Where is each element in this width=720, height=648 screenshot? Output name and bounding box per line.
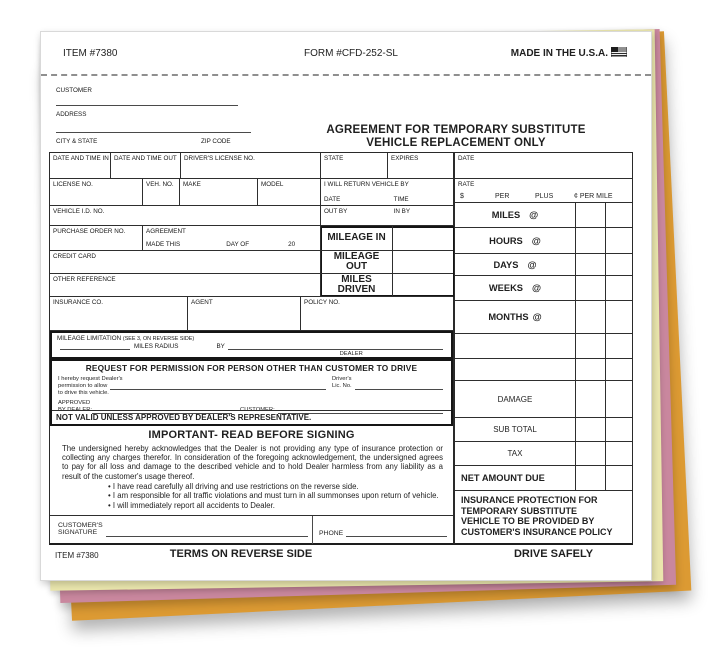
- important-bullets: [50, 481, 453, 510]
- net-amount-due-label: NET AMOUNT DUE: [461, 473, 545, 483]
- radius-write-line: [60, 349, 130, 350]
- policy-no-field: POLICY NO.: [300, 297, 453, 330]
- request-line2: permission to allow: [58, 382, 108, 389]
- insurance-note-line: TEMPORARY SUBSTITUTE: [461, 505, 578, 516]
- model-field: MODEL: [257, 179, 320, 205]
- important-paragraph: The undersigned hereby acknowledges that the Dealer is not providing any type of insurance protection or collecting any charges therefor. In consideration of the foregoing acknowledgement, the undersigned agrees to pay for all loss and damage to the described vehicle and to hold Dealer harmless from any liability as a result of the customer's usage thereof.: [62, 444, 443, 481]
- important-title: IMPORTANT- READ BEFORE SIGNING: [148, 429, 355, 441]
- cents-per-mile-label: ¢ PER MILE: [574, 193, 613, 200]
- at-sign: @: [532, 283, 542, 293]
- mileage-limitation-title: [57, 335, 194, 342]
- veh-no-field: VEH. NO.: [142, 179, 179, 205]
- us-flag-icon: [611, 47, 627, 60]
- row-date-time: [50, 153, 453, 179]
- out-by-label: OUT BY: [324, 208, 348, 215]
- months-cents-cell: [605, 301, 632, 333]
- permission-box: [50, 359, 453, 426]
- made-in-usa: [511, 47, 627, 60]
- form-title-line2: VEHICLE REPLACEMENT ONLY: [366, 137, 546, 149]
- make-field: MAKE: [179, 179, 257, 205]
- lic-no-write-line: [355, 389, 443, 390]
- days-amount-cell: [575, 254, 605, 275]
- address-label: ADDRESS: [56, 111, 87, 118]
- subtotal-amount-cell: [575, 418, 605, 441]
- row-credit-card: [50, 251, 453, 274]
- mileage-out-label: MILEAGE OUT: [320, 251, 392, 273]
- zip-code-label: ZIP CODE: [201, 138, 231, 145]
- tax-cents-cell: [605, 442, 632, 465]
- permission-title: REQUEST FOR PERMISSION FOR PERSON OTHER THAN CUSTOMER TO DRIVE: [85, 363, 418, 373]
- rate-row-hours: [455, 228, 632, 254]
- miles-radius-label: MILES RADIUS: [134, 343, 179, 350]
- sub-total-label: SUB TOTAL: [493, 425, 537, 434]
- weeks-label: WEEKS: [488, 283, 523, 293]
- insurance-note-line: CUSTOMER'S INSURANCE POLICY: [461, 526, 613, 537]
- days-label: DAYS: [493, 259, 519, 270]
- vehicle-id-field: VEHICLE I.D. NO.: [53, 208, 105, 215]
- day-of-label: DAY OF: [226, 241, 250, 248]
- other-reference-field: OTHER REFERENCE: [53, 276, 116, 283]
- weeks-cents-cell: [605, 276, 632, 300]
- form-title-line1: AGREEMENT FOR TEMPORARY SUBSTITUTE: [326, 124, 586, 136]
- signature-label: SIGNATURE: [58, 529, 98, 537]
- subtotal-cents-cell: [605, 418, 632, 441]
- tax-amount-cell: [575, 442, 605, 465]
- agreement-field: [142, 226, 320, 250]
- bullet-item: • I have read carefully all driving and use restrictions on the reverse side.: [108, 481, 359, 491]
- row-vehicle-id: [50, 206, 453, 226]
- address-write-line: [56, 132, 251, 133]
- phone-field: [312, 516, 453, 544]
- rate-date-row: [455, 153, 632, 179]
- weeks-amount-cell: [575, 276, 605, 300]
- phone-write-line: [346, 536, 447, 537]
- dollar-label: $: [460, 193, 464, 200]
- rate-row-empty-1: [455, 334, 632, 359]
- rate-date-label: DATE: [458, 155, 475, 162]
- will-return-label: I WILL RETURN VEHICLE BY: [324, 181, 409, 188]
- return-time-label: TIME: [393, 196, 409, 203]
- in-by-label: IN BY: [393, 208, 411, 215]
- drivers-lic-block: [332, 376, 443, 390]
- rate-row-days: [455, 254, 632, 276]
- hours-label: HOURS: [489, 235, 523, 246]
- signature-row: [50, 516, 453, 544]
- insurance-note-line: INSURANCE PROTECTION FOR: [461, 495, 598, 505]
- miles-driven-label: MILES DRIVEN: [320, 274, 392, 296]
- rate-row-months: [455, 301, 632, 334]
- insurance-co-field: INSURANCE CO.: [53, 299, 104, 306]
- footer-item-number: ITEM #7380: [55, 551, 99, 560]
- net-cents-cell: [605, 466, 632, 490]
- bullet-item: • I am responsible for all traffic violations and must turn in all summonses upon return of vehicle.: [108, 491, 439, 501]
- hours-cents-cell: [605, 228, 632, 253]
- by-write-line: [228, 349, 443, 350]
- item-number: ITEM #7380: [63, 48, 118, 59]
- year-prefix-label: 20: [288, 241, 296, 248]
- terms-on-reverse: TERMS ON REVERSE SIDE: [169, 548, 313, 560]
- mileage-in-label: MILEAGE IN: [320, 226, 392, 250]
- at-sign: @: [529, 210, 539, 220]
- miles-label: MILES: [491, 210, 521, 220]
- rate-header-row: [455, 179, 632, 203]
- important-section: [50, 426, 453, 516]
- city-state-label: CITY & STATE: [56, 138, 98, 145]
- mileage-limitation-box: [50, 331, 453, 359]
- drivers-label: Driver's: [332, 376, 352, 382]
- date-time-out-field: DATE AND TIME OUT: [110, 153, 180, 178]
- days-cents-cell: [605, 254, 632, 275]
- approve-customer-label: CUSTOMER:: [240, 406, 275, 413]
- form-title: [286, 124, 626, 150]
- made-this-label: MADE THIS: [146, 241, 181, 248]
- miles-cents-cell: [605, 203, 632, 227]
- at-sign: @: [532, 312, 542, 322]
- months-label: MONTHS: [488, 312, 529, 322]
- rate-row-damage: [455, 381, 632, 418]
- license-no-field: LICENSE NO.: [53, 181, 93, 188]
- miles-driven-value: [392, 274, 453, 296]
- hours-amount-cell: [575, 228, 605, 253]
- insurance-note: [455, 491, 632, 543]
- will-return-field: [320, 179, 453, 205]
- credit-card-field: CREDIT CARD: [53, 253, 96, 260]
- rate-label: RATE: [458, 181, 475, 188]
- lic-no-label: Lic. No.: [332, 382, 352, 389]
- state-field: STATE: [320, 153, 387, 178]
- drive-safely: DRIVE SAFELY: [513, 548, 594, 560]
- rate-row-subtotal: [455, 418, 632, 442]
- dealer-label: DEALER: [339, 351, 363, 357]
- rental-detail-grid: [49, 152, 454, 545]
- damage-label: DAMAGE: [497, 394, 533, 404]
- rate-panel: [454, 152, 633, 545]
- by-dealer-label: BY DEALER:: [58, 406, 93, 413]
- net-amount-cell: [575, 466, 605, 490]
- at-sign: @: [531, 235, 541, 246]
- rate-row-weeks: [455, 276, 632, 301]
- form-sheet-white: [40, 31, 652, 581]
- per-label: PER: [495, 193, 510, 200]
- rate-row-empty-2: [455, 359, 632, 381]
- mileage-limitation-note: (SEE 3, ON REVERSE SIDE): [122, 336, 195, 342]
- made-in-usa-label: MADE IN THE U.S.A.: [510, 48, 608, 59]
- drivers-license-field: DRIVER'S LICENSE NO.: [180, 153, 320, 178]
- agreement-label: AGREEMENT: [146, 228, 186, 235]
- rate-row-miles: [455, 203, 632, 228]
- mileage-in-value: [392, 226, 453, 250]
- perforation-line: [41, 74, 651, 76]
- plus-label: PLUS: [535, 193, 554, 200]
- damage-amount-cell: [575, 381, 605, 417]
- mileage-out-value: [392, 251, 453, 273]
- purchase-order-field: PURCHASE ORDER NO.: [53, 228, 126, 235]
- not-valid-notice: NOT VALID UNLESS APPROVED BY DEALER'S REPRESENTATIVE.: [52, 410, 451, 424]
- row-vehicle: [50, 179, 453, 206]
- insurance-note-line: VEHICLE TO BE PROVIDED BY: [461, 516, 595, 527]
- row-purchase-order: [50, 226, 453, 251]
- approved-label: APPROVED: [58, 400, 91, 406]
- rate-row-tax: [455, 442, 632, 466]
- customer-write-line: [56, 105, 238, 106]
- request-line3: to drive this vehicle.: [58, 389, 109, 396]
- customer-signature-field: [50, 516, 312, 544]
- at-sign: @: [527, 259, 537, 270]
- by-label: BY: [216, 343, 225, 350]
- customer-label: CUSTOMER: [56, 87, 92, 94]
- miles-radius-line: [60, 343, 443, 350]
- row-other-reference: [50, 274, 453, 297]
- tax-label: TAX: [507, 449, 523, 458]
- mileage-limitation-label: MILEAGE LIMITATION: [57, 335, 122, 342]
- out-in-by-field: [320, 206, 453, 225]
- expires-field: EXPIRES: [387, 153, 453, 178]
- customers-label: CUSTOMER'S: [58, 521, 103, 529]
- form-number: FORM #CFD-252-SL: [304, 48, 398, 59]
- date-time-in-field: DATE AND TIME IN: [53, 155, 109, 162]
- rate-row-net: [455, 466, 632, 491]
- permit-name-write-line: [110, 389, 326, 390]
- signature-write-line: [106, 536, 308, 537]
- row-insurance: [50, 297, 453, 331]
- return-date-label: DATE: [324, 196, 341, 203]
- bullet-item: • I will immediately report all accidents to Dealer.: [108, 500, 275, 510]
- agent-field: AGENT: [187, 297, 300, 330]
- months-amount-cell: [575, 301, 605, 333]
- damage-cents-cell: [605, 381, 632, 417]
- request-line1: I hereby request Dealer's: [58, 376, 123, 382]
- phone-label: PHONE: [319, 530, 344, 537]
- miles-amount-cell: [575, 203, 605, 227]
- permission-request-text: [58, 376, 326, 396]
